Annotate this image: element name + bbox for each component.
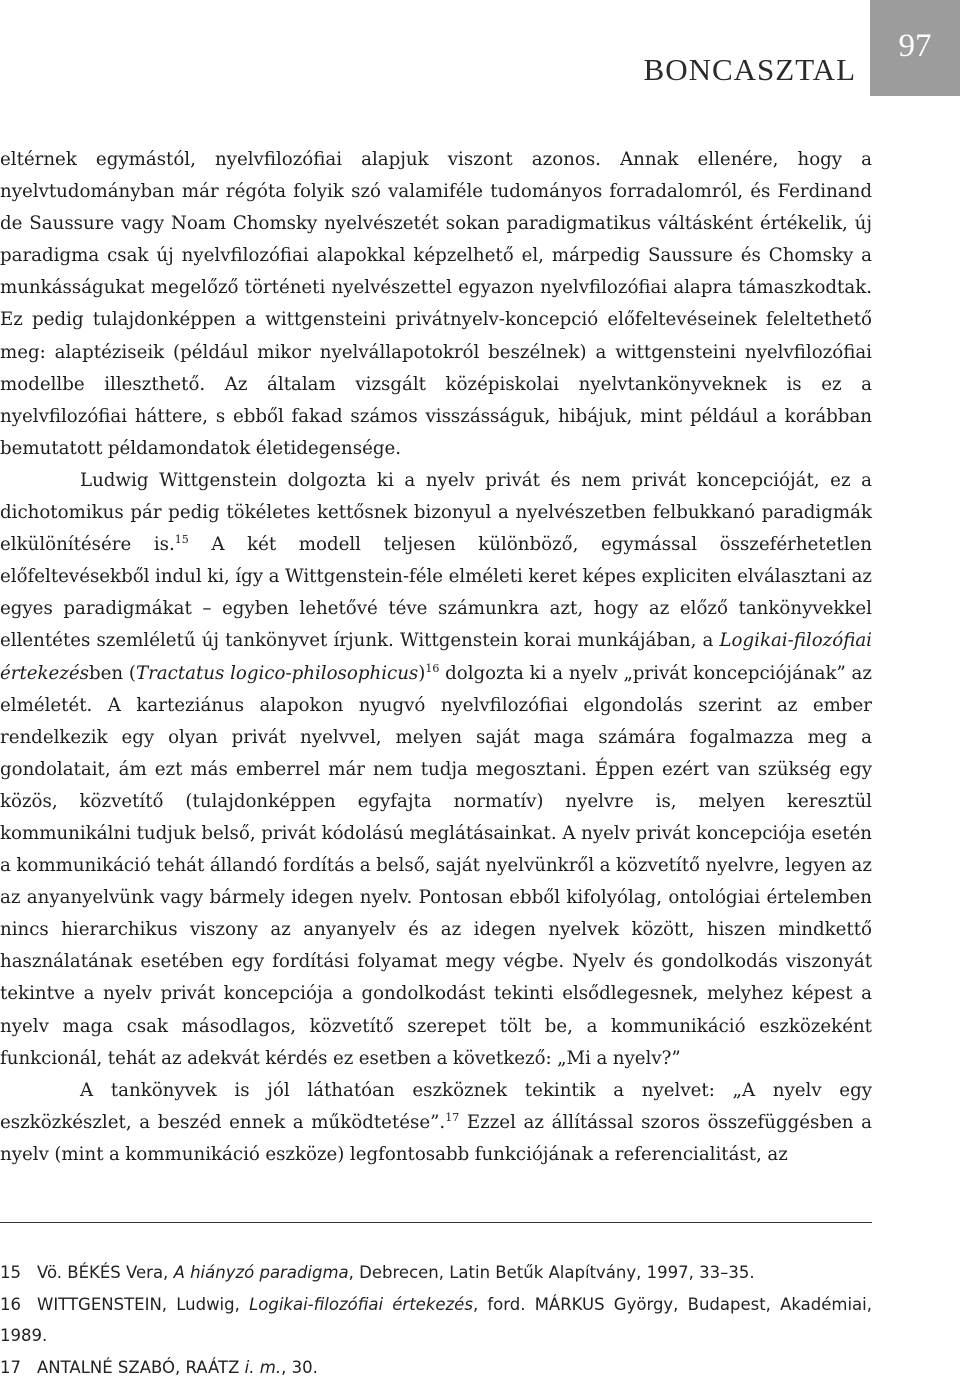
footnote-italic: Logikai-filozófiai értekezés — [249, 1295, 473, 1314]
footnote-16 — [0, 1289, 872, 1352]
paragraph-text: Ludwig Wittgenstein dolgozta ki a nyelv privát és nem privát koncepcióját, ez a dichotomikus pár pedig tökéletes kettősnek bizonyul a nyelvészetben felbukkanó paradigmák elkülönítésére is. — [0, 470, 872, 555]
footnote-number: 17 — [0, 1352, 37, 1383]
paragraph-text: ) — [418, 663, 425, 684]
footnote-text: , ford. MÁRKUS György, Budapest, Akadémiai, 1989. — [0, 1295, 872, 1346]
paragraph-text: eltérnek egymástól, nyelvfilozófiai alapjuk viszont azonos. Annak ellenére, hogy a nyelvtudományban már régóta folyik szó valamiféle tudományos forradalomról, és Ferdinand de Saussure vagy Noam Chomsky nyelvészetét sokan paradigmatikus váltásként értékelik, új paradigma csak új nyelvfilozófiai alapokkal képzelhető el, márpedig Saussure és Chomsky a munkásságukat megelőző történeti nyelvészettel egyazon nyelvfilozófiai alapra támaszkodtak. Ez pedig tulajdonképpen a wittgensteini privátnyelv-koncepció előfeltevéseinek feleltethető meg: alaptéziseik (például mikor nyelvállapotokról beszélnek) a wittgensteini nyelvfilozófiai modellbe illeszthető. Az általam vizsgált középiskolai nyelvtankönyveknek is ez a nyelvfilozófiai háttere, s ebből fakad számos visszásságuk, hibájuk, mint például a korábban bemutatott példamondatok életidegensége. — [0, 149, 872, 459]
footnote-ref-16[interactable]: 16 — [425, 662, 439, 675]
footnote-text: WITTGENSTEIN, Ludwig, — [37, 1295, 249, 1314]
running-header-title: BONCASZTAL — [644, 52, 856, 88]
book-title-italic: Logikai-filozófiai értekezés — [0, 630, 872, 683]
footnote-italic: i. m. — [245, 1358, 281, 1377]
footnote-text: ANTALNÉ SZABÓ, RAÁTZ — [37, 1358, 245, 1377]
book-title-italic: Tractatus logico-philosophicus — [136, 663, 418, 684]
footnote-divider — [0, 1222, 872, 1223]
footnote-number: 16 — [0, 1289, 37, 1321]
page-number-box — [870, 0, 960, 96]
footnote-text: , Debrecen, Latin Betűk Alapítvány, 1997, 33–35. — [349, 1263, 755, 1282]
paragraph-text: A két modell teljesen különböző, egymással összeférhetetlen előfeltevésekből indul ki, így a Wittgenstein-féle elméleti keret képes expliciten elválasztani az egyes paradigmákat – egyben lehetővé téve számunkra azt, hogy az előző tankönyvekkel ellentétes szemléletű új tankönyvet írjunk. Wittgenstein korai munkájában, a — [0, 534, 872, 651]
footnote-number: 15 — [0, 1257, 37, 1289]
paragraph-text: A tankönyvek is jól láthatóan eszköznek tekintik a nyelvet: „A nyelv egy eszközkészlet, a beszéd ennek a működtetése”. — [0, 1080, 872, 1133]
paragraph-text: Ezzel az állítással szoros összefüggésben a nyelv (mint a kommunikáció eszköze) legfontosabb funkciójának a referencialitást, az — [0, 1112, 872, 1165]
paragraph-3 — [0, 1075, 872, 1171]
footnote-italic: A hiányzó paradigma — [174, 1263, 349, 1282]
paragraph-2 — [0, 465, 872, 1075]
footnote-17 — [0, 1352, 872, 1383]
paragraph-text: ben ( — [89, 663, 136, 684]
footnote-ref-15[interactable]: 15 — [175, 533, 189, 546]
page-number: 97 — [899, 28, 932, 65]
paragraph-text: dolgozta ki a nyelv „privát koncepciójának” az elméletét. A karteziánus alapokon nyugvó nyelvfilozófiai elgondolás szerint az ember rendelkezik egy olyan privát nyelvvel, melyen saját maga számára fogalmazza meg a gondolatait, ám ezt más emberrel már nem tudja megosztani. Éppen ezért van szükség egy közös, közvetítő (tulajdonképpen egyfajta normatív) nyelvre is, melyen keresztül kommunikálni tudjuk belső, privát kódolású meglátásainkat. A nyelv privát koncepciója esetén a kommunikáció tehát állandó fordítás a belső, saját nyelvünkről a közvetítő nyelvre, legyen az az anyanyelvünk vagy bármely idegen nyelv. Pontosan ebből kifolyólag, ontológiai értelemben nincs hierarchikus viszony az anyanyelv és az idegen nyelvek között, hiszen mindkettő használatának esetében egy fordítási folyamat megy végbe. Nyelv és gondolkodás viszonyát tekintve a nyelv privát koncepciója a gondolkodást tekinti elsődlegesnek, melyhez képest a nyelv maga csak másodlagos, közvetítő szerepet tölt be, a kommunikáció eszközeként funkcionál, tehát az adekvát kérdés ez esetben a következő: „Mi a nyelv?” — [0, 663, 872, 1069]
footnote-text: , 30. — [281, 1358, 318, 1377]
footnote-text: Vö. BÉKÉS Vera, — [37, 1263, 174, 1282]
body-text — [0, 144, 872, 1171]
footnote-15 — [0, 1257, 872, 1289]
paragraph-1 — [0, 144, 872, 465]
footnotes — [0, 1257, 872, 1383]
footnote-ref-17[interactable]: 17 — [445, 1111, 459, 1124]
